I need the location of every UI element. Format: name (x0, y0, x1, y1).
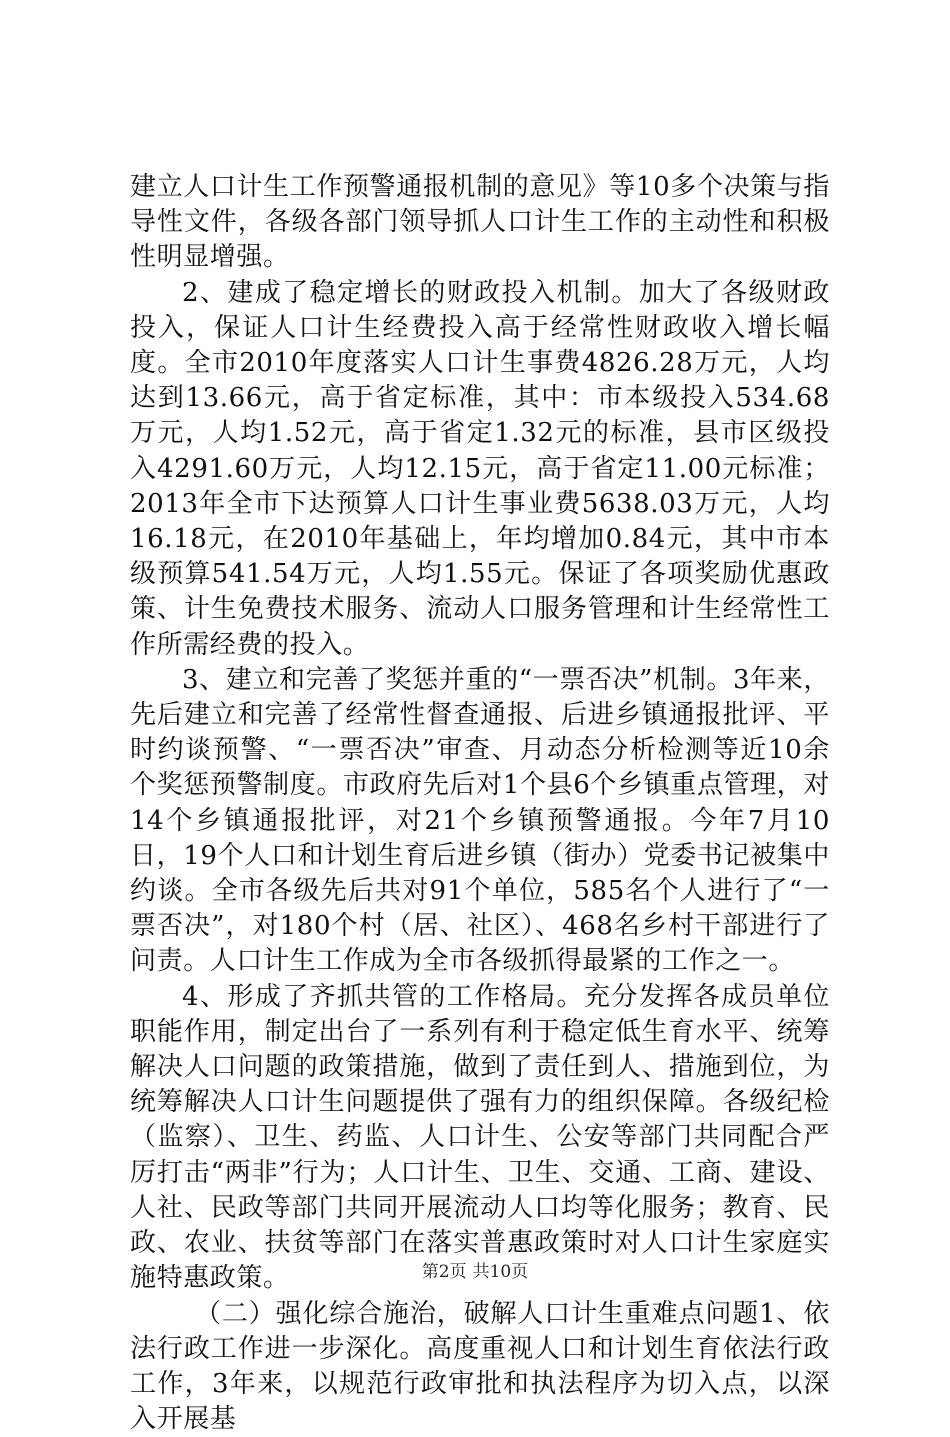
paragraph-financial-investment: 2、建成了稳定增长的财政投入机制。加大了各级财政投入，保证人口计生经费投入高于经常性财政收入增长幅度。全市2010年度落实人口计生事费4826.28万元，人均达到13.66元，高于省定标准，其中：市本级投入534.68万元，人均1.52元，高于省定1.32元的标准，县市区级投入4291.60万元，人均12.15元，高于省定11.00元标准；2013年全市下达预算人口计生事业费5638.03万元，人均16.18元，在2010年基础上，年均增加0.84元，其中市本级预算541.54万元，人均1.55元。保证了各项奖励优惠政策、计生免费技术服务、流动人口服务管理和计生经常性工作所需经费的投入。 (130, 276, 830, 663)
page-footer (0, 1262, 950, 1282)
paragraph-veto-mechanism: 3、建立和完善了奖惩并重的“一票否决”机制。3年来，先后建立和完善了经常性督查通报、后进乡镇通报批评、平时约谈预警、“一票否决”审查、月动态分析检测等近10余个奖惩预警制度。市政府先后对1个县6个乡镇重点管理，对14个乡镇通报批评，对21个乡镇预警通报。今年7月10日，19个人口和计划生育后进乡镇（街办）党委书记被集中约谈。全市各级先后共对91个单位，585名个人进行了“一票否决”，对180个村（居、社区）、468名乡村干部进行了问责。人口计生工作成为全市各级抓得最紧的工作之一。 (130, 663, 830, 980)
page-total: 共10页 (473, 1262, 529, 1282)
document-body (130, 170, 830, 1437)
page-number: 第2页 (422, 1262, 467, 1282)
paragraph-continuation: 建立人口计生工作预警通报机制的意见》等10多个决策与指导性文件，各级各部门领导抓人口计生工作的主动性和积极性明显增强。 (130, 170, 830, 276)
paragraph-comprehensive-governance: （二）强化综合施治，破解人口计生重难点问题1、依法行政工作进一步深化。高度重视人口和计划生育依法行政工作，3年来，以规范行政审批和执法程序为切入点，以深入开展基 (130, 1297, 830, 1437)
paragraph-joint-management: 4、形成了齐抓共管的工作格局。充分发挥各成员单位职能作用，制定出台了一系列有利于稳定低生育水平、统筹解决人口问题的政策措施，做到了责任到人、措施到位，为统筹解决人口计生问题提供了强有力的组织保障。各级纪检（监察）、卫生、药监、人口计生、公安等部门共同配合严厉打击“两非”行为；人口计生、卫生、交通、工商、建设、人社、民政等部门共同开展流动人口均等化服务；教育、民政、农业、扶贫等部门在落实普惠政策时对人口计生家庭实施特惠政策。 (130, 980, 830, 1297)
